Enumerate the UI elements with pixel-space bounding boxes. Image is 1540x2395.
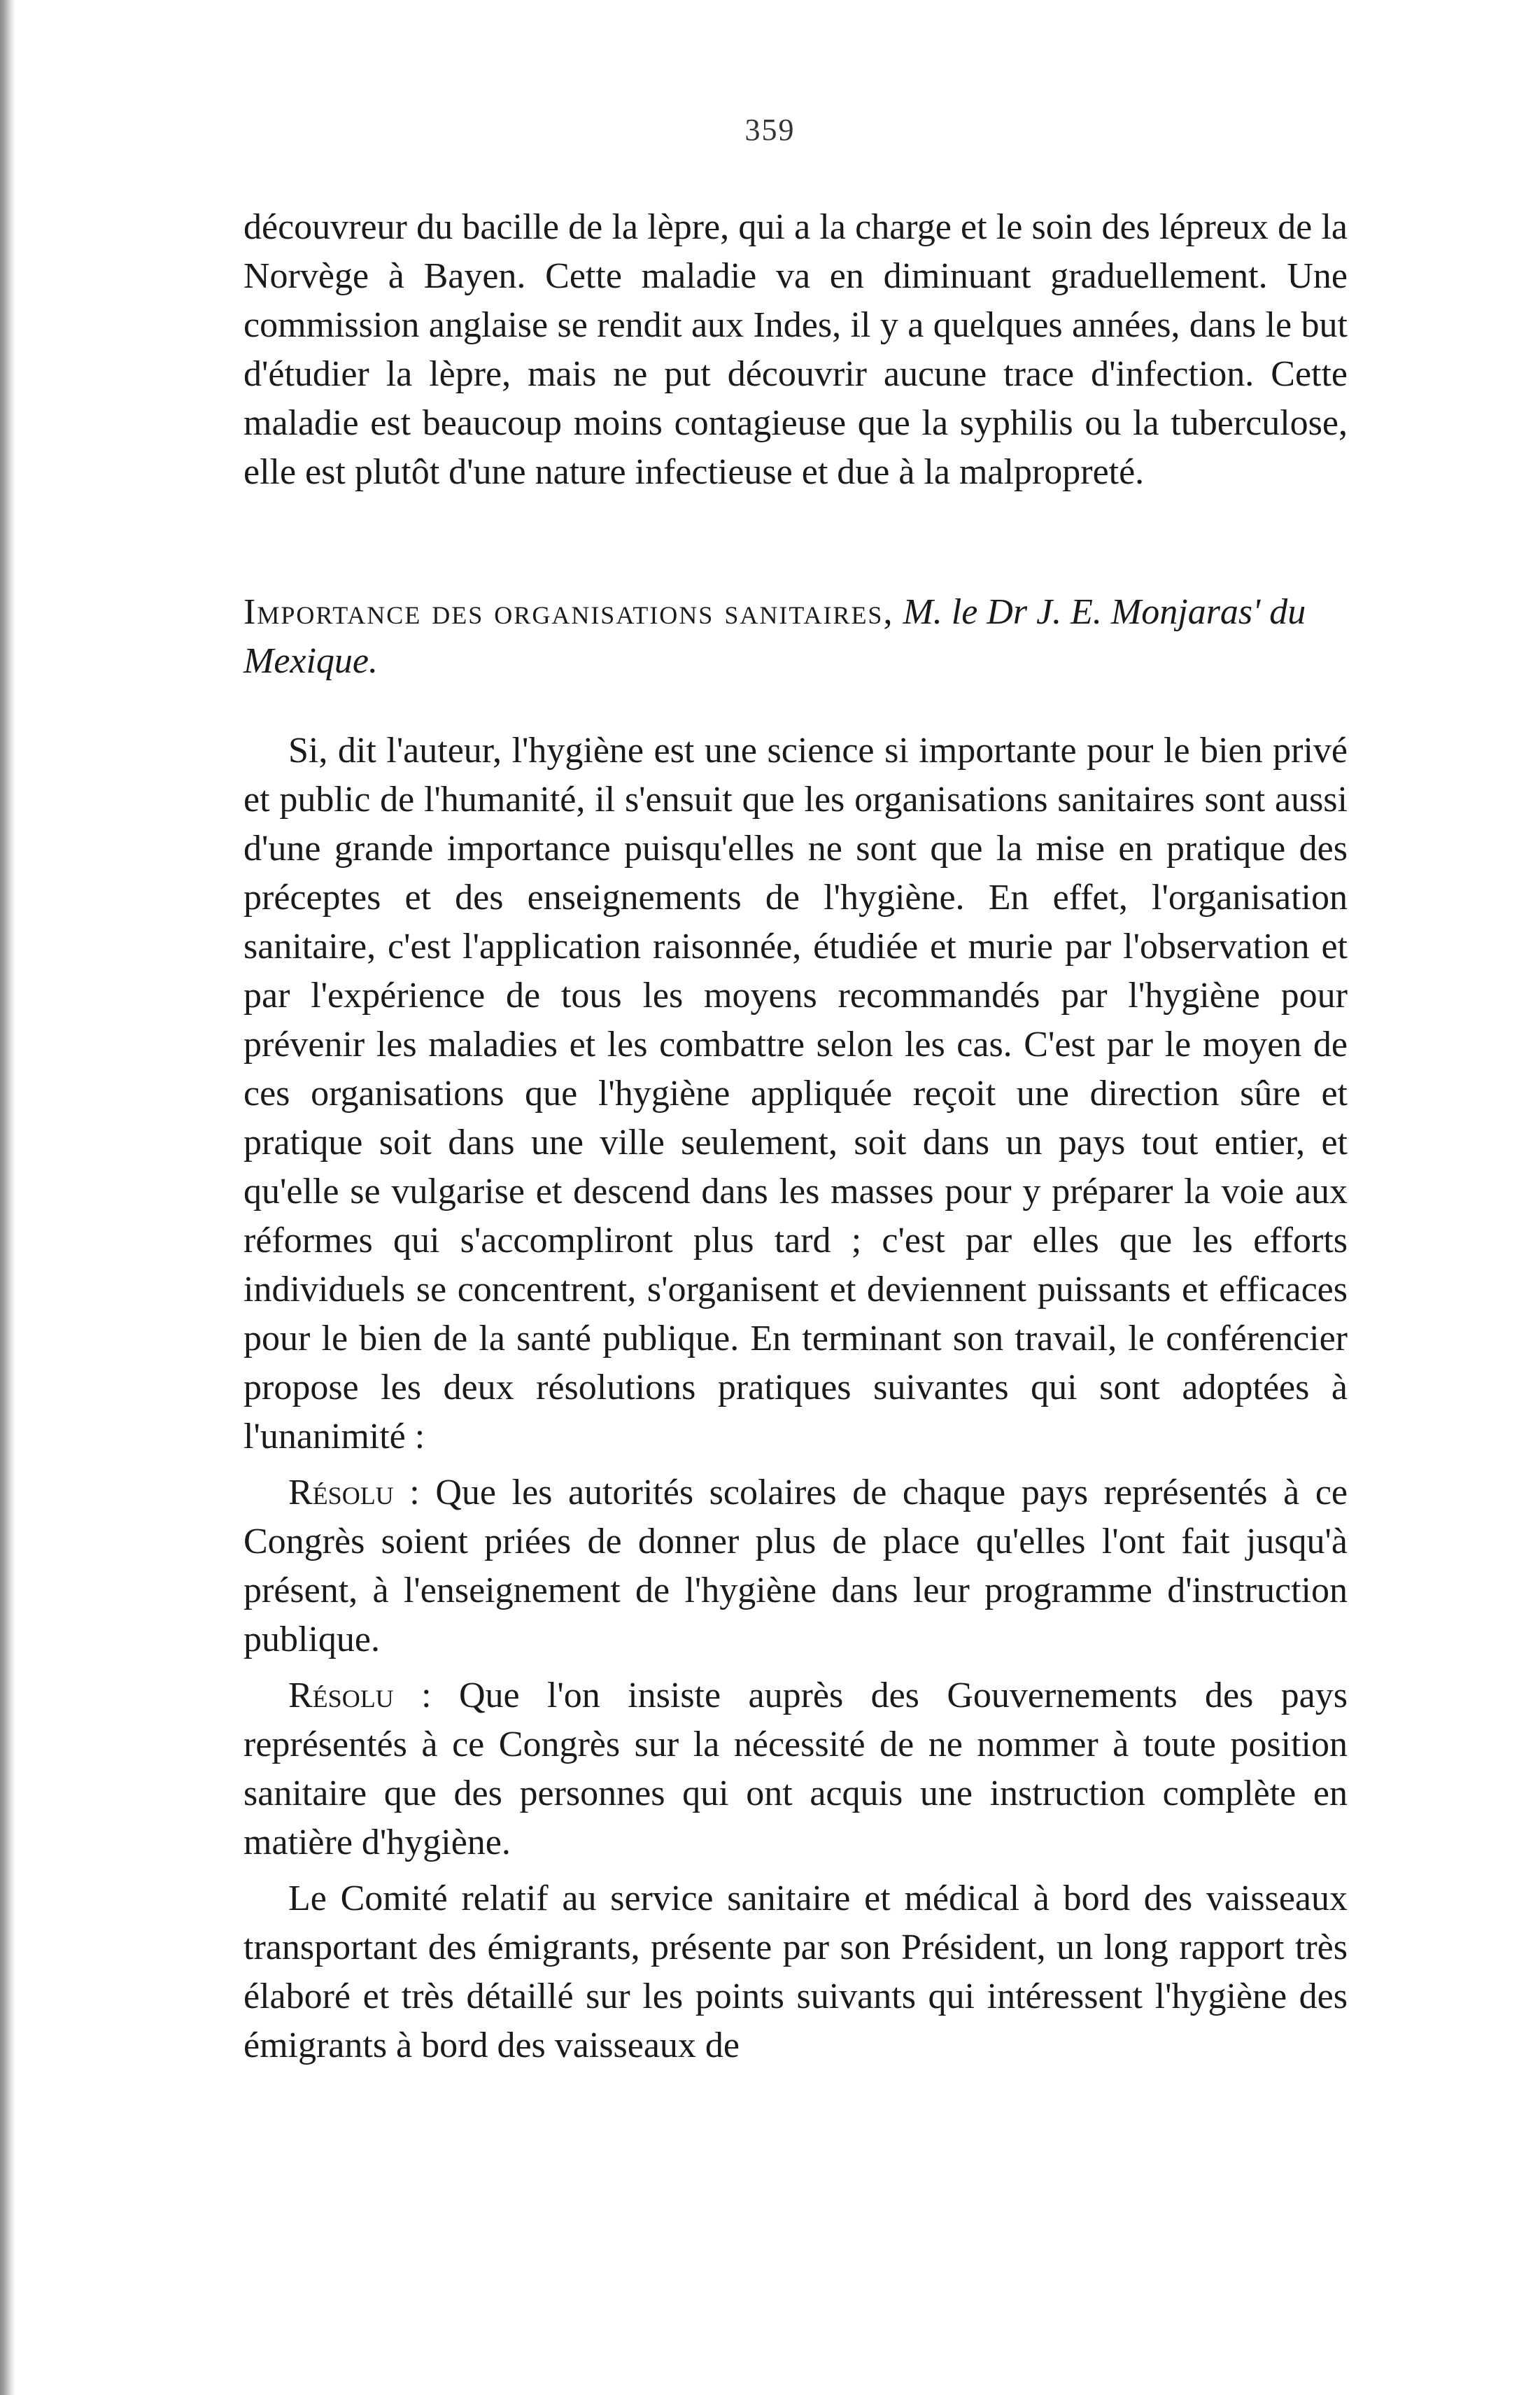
section-heading <box>243 588 1348 686</box>
page-number: 359 <box>744 113 796 147</box>
continuation-paragraph-block <box>243 203 1348 497</box>
resolution-1-label: Résolu : <box>288 1473 420 1512</box>
resolution-1-text: Que les autorités scolaires de chaque pays représentés à ce Congrès soient priées de donner plus de place qu'elles l'ont fait jusqu'à présent, à l'enseignement de l'hygiène dans leur programme d'instruction publique. <box>243 1473 1348 1659</box>
section-title: Importance des organisations sanitaires, <box>243 592 894 632</box>
resolution-1 <box>243 1468 1348 1664</box>
resolution-2 <box>243 1671 1348 1867</box>
binding-edge <box>0 0 15 2395</box>
continuation-paragraph: découvreur du bacille de la lèpre, qui a la charge et le soin des lépreux de la Norvège à Bayen. Cette maladie va en diminuant graduellement. Une commission anglaise se rendit aux Indes, il y a quelques années, dans le but d'étudier la lèpre, mais ne put découvrir aucune trace d'infection. Cette maladie est beaucoup moins contagieuse que la syphilis ou la tuberculose, elle est plutôt d'une nature infectieuse et due à la malpropreté. <box>243 207 1348 492</box>
resolution-2-text: Que l'on insiste auprès des Gouvernements des pays représentés à ce Congrès sur la nécessité de ne nommer à toute position sanitaire que des personnes qui ont acquis une instruction complète en matière d'hygiène. <box>243 1676 1348 1862</box>
resolution-2-label: Résolu : <box>288 1676 432 1715</box>
body-block <box>243 726 1348 2070</box>
body-paragraph-1: Si, dit l'auteur, l'hygiène est une science si importante pour le bien privé et public de l'humanité, il s'ensuit que les organisations sanitaires sont aussi d'une grande importance puisqu'elles ne sont que la mise en pratique des préceptes et des enseignements de l'hygiène. En effet, l'organisation sanitaire, c'est l'application raisonnée, étudiée et murie par l'observation et par l'expérience de tous les moyens recommandés par l'hygiène pour prévenir les maladies et les combattre selon les cas. C'est par le moyen de ces organisations que l'hygiène appliquée reçoit une direction sûre et pratique soit dans une ville seulement, soit dans un pays tout entier, et qu'elle se vulgarise et descend dans les masses pour y préparer la voie aux réformes qui s'accompliront plus tard ; c'est par elles que les efforts individuels se concentrent, s'organisent et deviennent puissants et efficaces pour le bien de la santé publique. En terminant son travail, le conférencier propose les deux résolutions pratiques suivantes qui sont adoptées à l'unanimité : <box>243 731 1348 1456</box>
section-heading-line <box>243 588 1348 686</box>
section-author: M. le Dr J. E. Monjaras' du Mexique. <box>243 592 1306 681</box>
body-paragraph-2: Le Comité relatif au service sanitaire et médical à bord des vaisseaux transportant des émigrants, présente par son Président, un long rapport très élaboré et très détaillé sur les points suivants qui intéressent l'hygiène des émigrants à bord des vaisseaux de <box>243 1878 1348 2065</box>
